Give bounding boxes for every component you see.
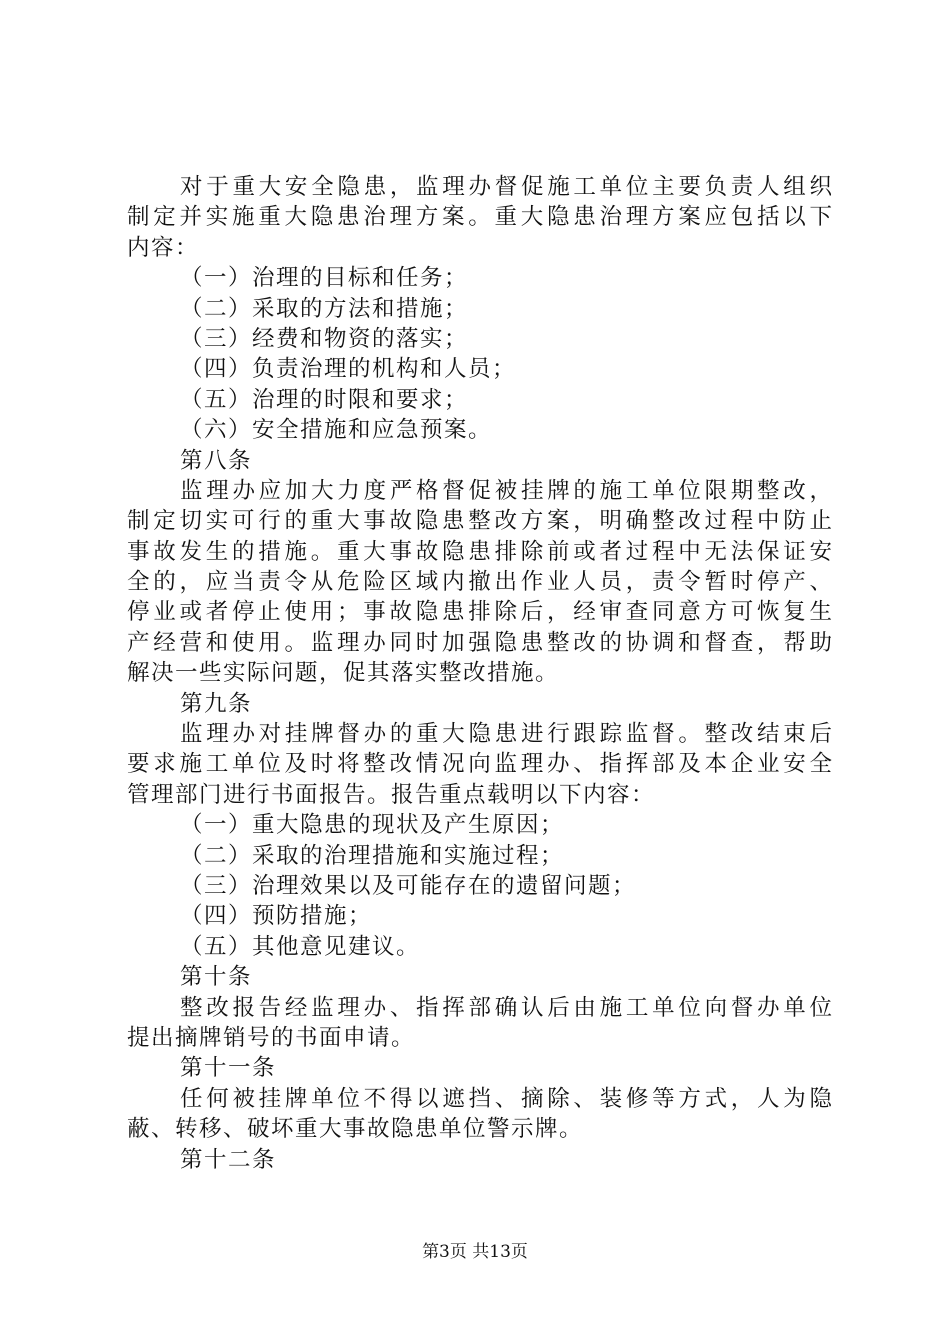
- text-line: 制定切实可行的重大事故隐患整改方案，明确整改过程中防止: [127, 508, 832, 535]
- text-line: （四）负责治理的机构和人员；: [180, 356, 517, 383]
- text-line: （六）安全措施和应急预案。: [180, 417, 493, 444]
- document-body: [127, 172, 832, 1175]
- text-line: （二）采取的治理措施和实施过程；: [180, 842, 565, 869]
- text-line: 任何被挂牌单位不得以遮挡、摘除、装修等方式，人为隐: [180, 1085, 832, 1112]
- text-line: 产经营和使用。监理办同时加强隐患整改的协调和督查，帮助: [127, 629, 832, 656]
- page-footer: 第3页 共13页: [422, 1242, 528, 1262]
- text-line: 监理办对挂牌督办的重大隐患进行跟踪监督。整改结束后: [180, 721, 832, 748]
- text-line: （五）治理的时限和要求；: [180, 386, 469, 413]
- text-line: 事故发生的措施。重大事故隐患排除前或者过程中无法保证安: [127, 538, 832, 565]
- text-line: 第十条: [180, 964, 253, 991]
- text-line: 提出摘牌销号的书面申请。: [127, 1024, 416, 1051]
- text-line: 内容：: [127, 234, 200, 261]
- text-line: （三）治理效果以及可能存在的遗留问题；: [180, 872, 637, 899]
- text-line: 第十一条: [180, 1055, 277, 1082]
- text-line: 要求施工单位及时将整改情况向监理办、指挥部及本企业安全: [127, 751, 832, 778]
- text-line: 制定并实施重大隐患治理方案。重大隐患治理方案应包括以下: [127, 204, 832, 231]
- text-line: 第八条: [180, 447, 253, 474]
- text-line: （五）其他意见建议。: [180, 933, 421, 960]
- text-line: 解决一些实际问题，促其落实整改措施。: [127, 660, 560, 687]
- text-line: （四）预防措施；: [180, 903, 373, 930]
- text-line: （一）治理的目标和任务；: [180, 265, 469, 292]
- text-line: 对于重大安全隐患，监理办督促施工单位主要负责人组织: [180, 174, 832, 200]
- text-line: 监理办应加大力度严格督促被挂牌的施工单位限期整改，: [180, 477, 832, 504]
- text-line: 第十二条: [180, 1146, 277, 1173]
- text-line: 第九条: [180, 690, 253, 717]
- text-line: 停业或者停止使用；事故隐患排除后，经审查同意方可恢复生: [127, 599, 832, 626]
- text-line: 管理部门进行书面报告。报告重点载明以下内容：: [127, 781, 656, 808]
- text-line: （一）重大隐患的现状及产生原因；: [180, 812, 565, 839]
- text-line: 全的，应当责令从危险区域内撤出作业人员，责令暂时停产、: [127, 569, 832, 596]
- text-line: 蔽、转移、破坏重大事故隐患单位警示牌。: [127, 1116, 584, 1143]
- text-line: （三）经费和物资的落实；: [180, 325, 469, 352]
- text-line: 整改报告经监理办、指挥部确认后由施工单位向督办单位: [180, 994, 832, 1021]
- text-line: （二）采取的方法和措施；: [180, 295, 469, 322]
